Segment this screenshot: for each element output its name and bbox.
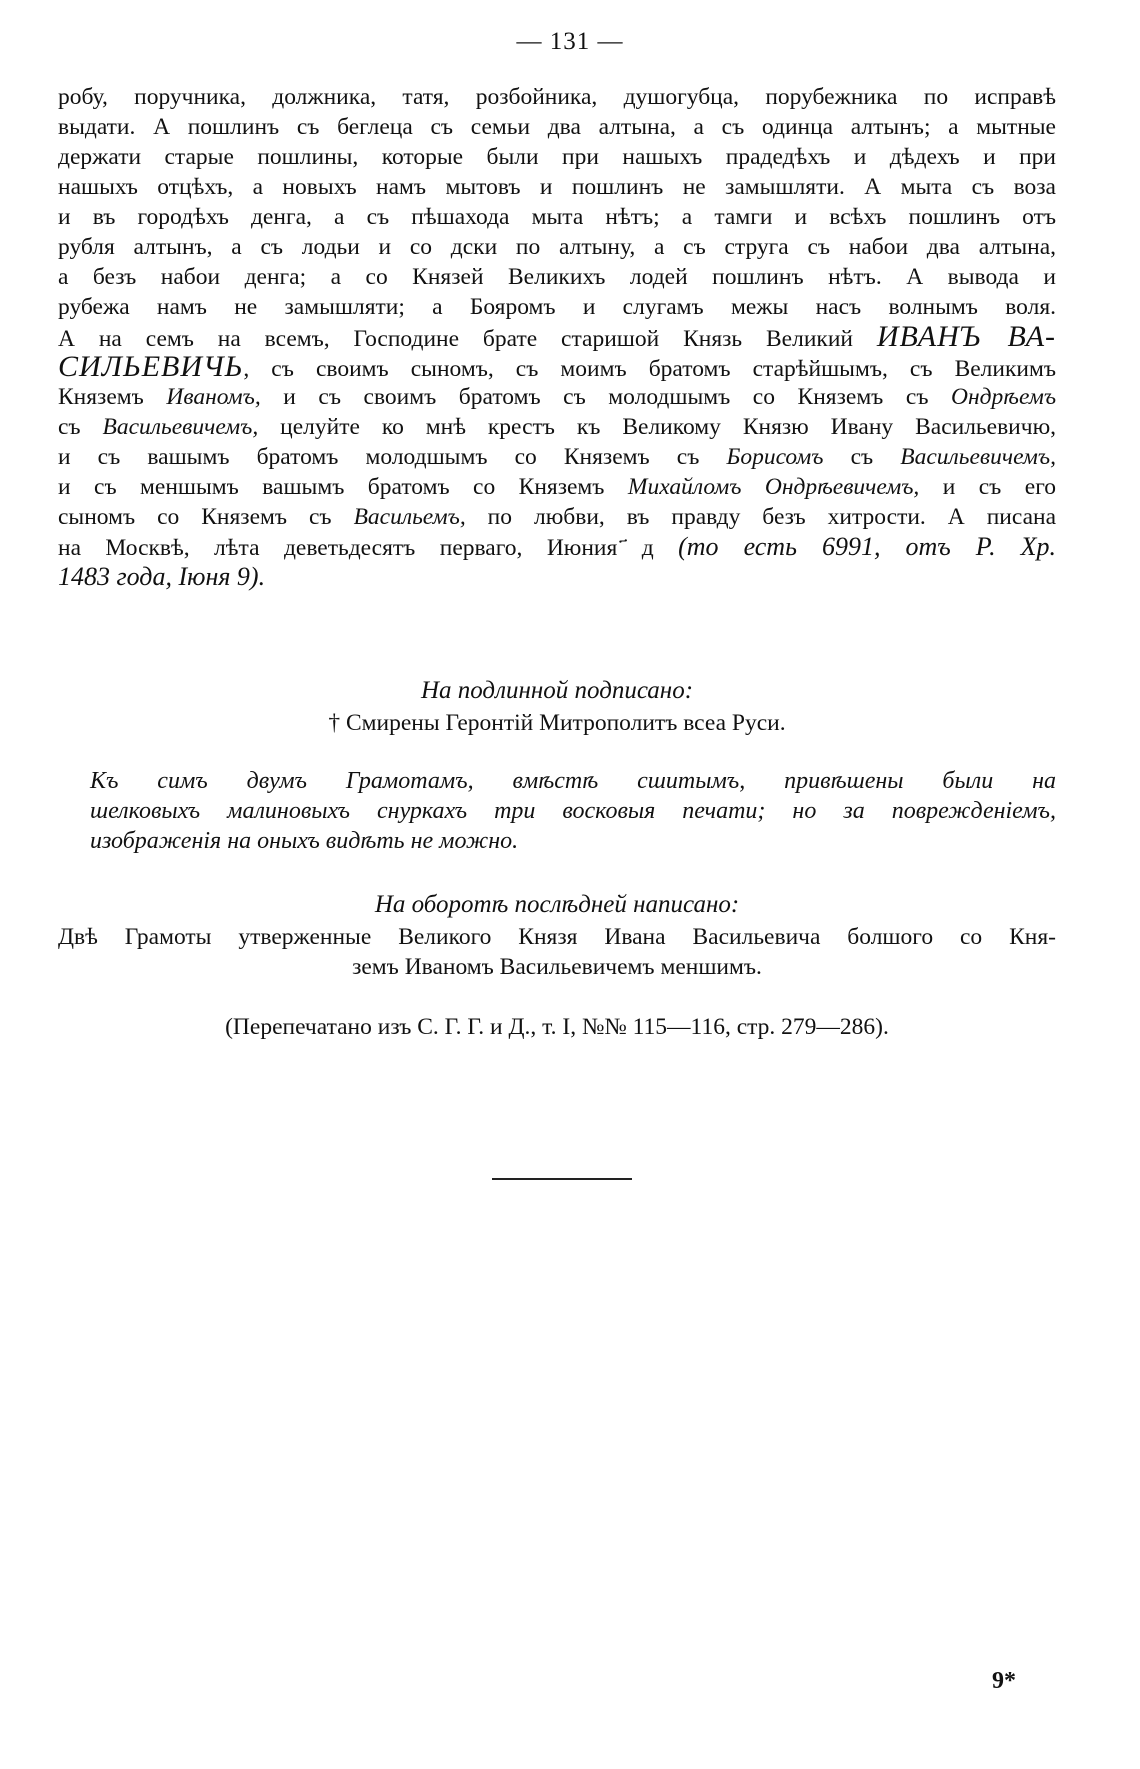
note-line: шелковыхъ малиновыхъ снуркахъ три восковыя печати; но за поврежденiемъ, — [90, 798, 1056, 824]
text-line — [58, 322, 1056, 352]
text-line — [58, 352, 1056, 382]
text-segment: съ — [58, 414, 103, 440]
text-segment: съ — [823, 444, 901, 470]
source-citation: (Перепечатано изъ С. Г. Г. и Д., т. I, №№ 115—116, стр. 279—286). — [225, 1014, 889, 1040]
text-segment: сыномъ со Княземъ съ — [58, 504, 354, 530]
signed-section — [58, 676, 1056, 738]
text-segment: А на семъ на всемъ, Господине брате старишой Князь Великий — [58, 326, 853, 352]
text-segment: по любви, въ правду безъ хитрости. А писана — [465, 504, 1057, 530]
text-line — [58, 532, 1056, 562]
text-segment: целуйте ко мнѣ крестъ къ Великому Князю Ивану Васильевичю, — [258, 414, 1056, 440]
text-segment: и съ своимъ братомъ съ молодшымъ со Княземъ съ — [260, 384, 952, 410]
name-italic: Иваномъ, — [166, 384, 261, 410]
signer-line: † Смирены Геронтiй Митрополитъ всеа Руси. — [328, 710, 786, 736]
name-emphasis: СИЛЬЕВИЧЬ — [58, 350, 244, 383]
reverse-line: земъ Иваномъ Васильевичемъ меншимъ. — [352, 954, 762, 980]
note-line: Къ симъ двумъ Грамотамъ, вмѣстѣ сшитымъ, привѣшены были на — [90, 768, 1056, 794]
name-italic: Борисомъ — [726, 444, 824, 470]
section-divider — [492, 1178, 632, 1180]
date-note-line: 1483 года, Iюня 9). — [58, 562, 266, 591]
name-emphasis: ИВАНЪ ВА- — [876, 320, 1057, 353]
text-line: рубежа намъ не замышляти; а Бояромъ и слугамъ межы насъ волнымъ воля. — [58, 294, 1056, 320]
name-italic: Васильевичемъ, — [102, 414, 259, 440]
note-line: изображенiя на оныхъ видѣть не можно. — [90, 828, 519, 854]
seal-note — [90, 766, 1056, 856]
main-text — [58, 82, 1056, 592]
text-line: и въ городѣхъ денга, а съ пѣшахода мыта нѣтъ; а тамги и всѣхъ пошлинъ отъ — [58, 204, 1056, 230]
text-line — [58, 442, 1056, 472]
text-line — [58, 502, 1056, 532]
page-number: — 131 — — [516, 28, 624, 55]
text-segment: на Москвѣ, лѣта деветьдесятъ перваго, Июния ҃д — [58, 535, 679, 561]
reverse-section — [58, 890, 1056, 982]
text-line — [58, 382, 1056, 412]
text-segment: , съ своимъ сыномъ, съ моимъ братомъ старѣйшымъ, съ Великимъ — [243, 356, 1056, 382]
text-line: а безъ набои денга; а со Князей Великихъ лодей пошлинъ нѣтъ. А вывода и — [58, 264, 1056, 290]
name-italic: Васильевичемъ, — [900, 444, 1056, 470]
name-italic: Михайломъ Ондрѣевичемъ, — [627, 474, 920, 500]
text-line: держати старые пошлины, которые были при нашыхъ прадедѣхъ и дѣдехъ и при — [58, 144, 1056, 170]
text-line: робу, поручника, должника, татя, розбойника, душогубца, порубежника по исправѣ — [58, 84, 1056, 110]
date-note: (то есть 6991, отъ Р. Хр. — [678, 532, 1056, 561]
text-segment: и съ вашымъ братомъ молодшымъ со Княземъ съ — [58, 444, 727, 470]
printer-signature-mark: 9* — [992, 1668, 1016, 1694]
text-segment: и съ меншымъ вашымъ братомъ со Княземъ — [58, 474, 628, 500]
text-line: выдати. А пошлинъ съ беглеца съ семьи два алтына, а съ одинца алтынъ; а мытные — [58, 114, 1056, 140]
text-line — [58, 472, 1056, 502]
name-italic: Ондрѣемъ — [951, 384, 1057, 410]
text-segment: и съ его — [919, 474, 1057, 500]
text-line — [58, 412, 1056, 442]
signed-heading: На подлинной подписано: — [420, 677, 694, 704]
name-italic: Васильемъ, — [353, 504, 466, 530]
text-segment: Княземъ — [58, 384, 167, 410]
reverse-line: Двѣ Грамоты утверженные Великого Князя Ивана Васильевича болшого со Кня- — [58, 924, 1056, 950]
text-line: рубля алтынъ, а съ лодьи и со дски по алтыну, а съ струга съ набои два алтына, — [58, 234, 1056, 260]
text-line: нашыхъ отцѣхъ, а новыхъ намъ мытовъ и пошлинъ не замышляти. А мыта съ воза — [58, 174, 1056, 200]
reverse-heading: На оборотѣ послѣдней написано: — [374, 891, 740, 918]
source-note — [58, 1012, 1056, 1042]
